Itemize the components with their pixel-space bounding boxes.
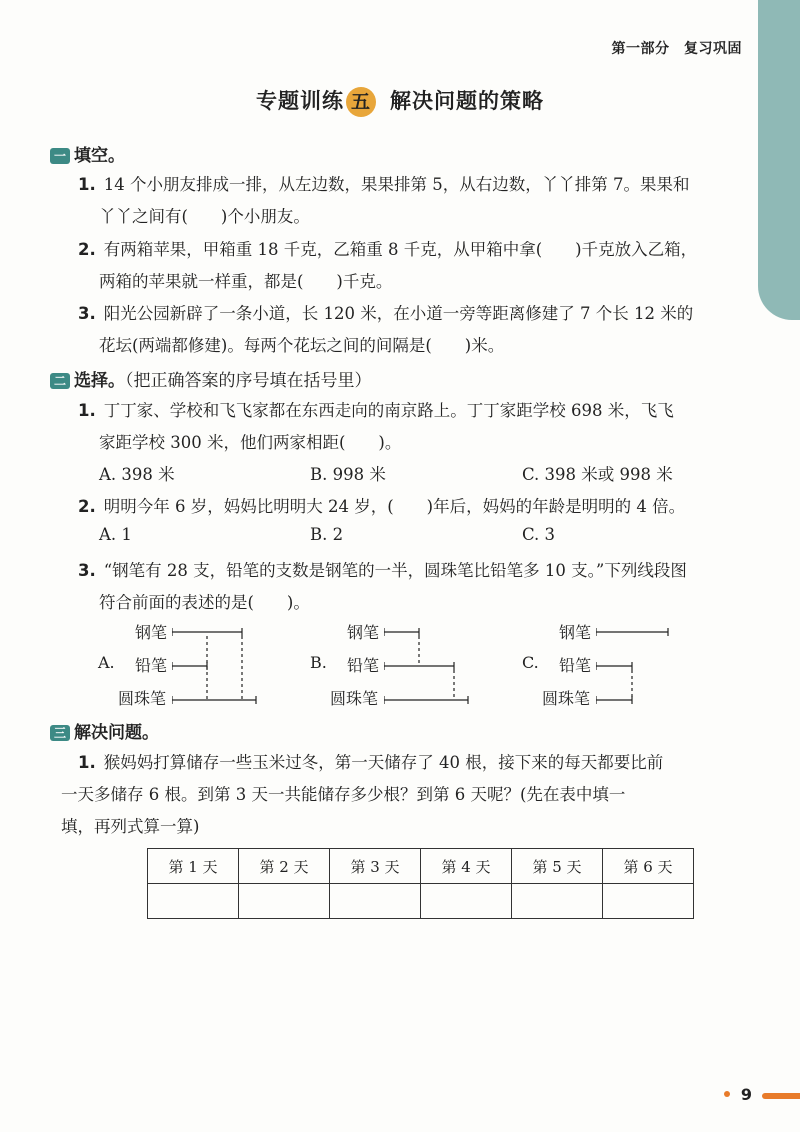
title-suffix: 解决问题的策略	[390, 89, 544, 113]
label-pen: 钢笔	[347, 623, 380, 642]
table-header-cell: 第 6 天	[603, 849, 694, 884]
option-c-label: C.	[522, 653, 539, 672]
page-number: 9	[740, 1085, 752, 1104]
question-line	[99, 203, 310, 227]
table-header-cell: 第 5 天	[512, 849, 603, 884]
choice-option: C. 3	[522, 525, 556, 544]
answer-cell[interactable]	[421, 884, 512, 919]
choice-option: A. 398 米	[99, 465, 175, 484]
table-header-cell: 第 3 天	[330, 849, 421, 884]
question-text: 一天多储存 6 根。到第 3 天一共能储存多少根？到第 6 天呢？(先在表中填一	[61, 785, 626, 804]
choice-option: B. 998 米	[310, 465, 386, 484]
option-a-label: A.	[98, 653, 115, 672]
section-note: （把正确答案的序号填在括号里）	[125, 371, 372, 391]
question-number: 1.	[78, 175, 96, 194]
question-line	[61, 781, 625, 805]
section-choice	[50, 366, 372, 391]
diagram-b	[384, 618, 479, 708]
question-text: 符合前面的表述的是( )。	[99, 593, 310, 612]
question-line	[78, 557, 687, 581]
question-text: 家距学校 300 米，他们两家相距( )。	[99, 433, 402, 452]
question-line	[78, 397, 674, 421]
table-header-cell: 第 1 天	[148, 849, 239, 884]
section-label: 选择。	[74, 371, 125, 391]
label-pen: 钢笔	[559, 623, 592, 642]
choice-option: A. 1	[99, 525, 132, 544]
question-text: 两箱的苹果就一样重，都是( )千克。	[99, 272, 393, 291]
table-header-cell: 第 4 天	[421, 849, 512, 884]
question-line	[78, 749, 663, 773]
answer-cell[interactable]	[603, 884, 694, 919]
question-line	[78, 171, 689, 195]
label-ballpen: 圆珠笔	[330, 689, 379, 708]
answer-cell[interactable]	[330, 884, 421, 919]
choice-option: B. 2	[310, 525, 344, 544]
question-number: 3.	[78, 304, 96, 323]
question-text: 丫丫之间有( )个小朋友。	[99, 207, 310, 226]
question-number: 2.	[78, 240, 96, 259]
section-fill	[50, 141, 125, 166]
section-badge: 二	[50, 373, 70, 389]
label-pencil: 铅笔	[347, 656, 380, 675]
label-ballpen: 圆珠笔	[542, 689, 591, 708]
label-pencil: 铅笔	[135, 656, 168, 675]
section-label: 解决问题。	[74, 723, 159, 743]
question-line	[99, 268, 392, 292]
question-line	[78, 300, 693, 324]
diagram-a	[172, 618, 267, 708]
question-line	[78, 493, 685, 517]
question-text: 填，再列式算一算)	[61, 817, 200, 836]
question-line	[99, 332, 504, 356]
question-text: 丁丁家、学校和飞飞家都在东西走向的南京路上。丁丁家距学校 698 米，飞飞	[103, 401, 674, 420]
table-header-cell: 第 2 天	[239, 849, 330, 884]
question-text: 14 个小朋友排成一排，从左边数，果果排第 5，从右边数，丫丫排第 7。果果和	[103, 175, 690, 194]
section-badge: 一	[50, 148, 70, 164]
answer-cell[interactable]	[148, 884, 239, 919]
answer-cell[interactable]	[239, 884, 330, 919]
section-header: 第一部分 复习巩固	[611, 41, 742, 57]
section-badge: 三	[50, 725, 70, 741]
question-text: 明明今年 6 岁，妈妈比明明大 24 岁，( )年后，妈妈的年龄是明明的 4 倍。	[103, 497, 686, 516]
question-number: 2.	[78, 497, 96, 516]
section-solve	[50, 718, 159, 743]
choice-option: C. 398 米或 998 米	[522, 465, 673, 484]
page-dot	[724, 1091, 730, 1097]
question-text: 阳光公园新辟了一条小道，长 120 米，在小道一旁等距离修建了 7 个长 12 米的	[103, 304, 694, 323]
question-text: 花坛(两端都修建)。每两个花坛之间的间隔是( )米。	[99, 336, 505, 355]
label-pencil: 铅笔	[559, 656, 592, 675]
diagram-c	[596, 618, 691, 708]
question-number: 1.	[78, 753, 96, 772]
section-label: 填空。	[74, 146, 125, 166]
page-title	[0, 85, 800, 117]
question-line	[99, 429, 401, 453]
title-prefix: 专题训练	[256, 89, 344, 113]
label-pen: 钢笔	[135, 623, 168, 642]
question-text: 有两箱苹果，甲箱重 18 千克，乙箱重 8 千克，从甲箱中拿( )千克放入乙箱，	[103, 240, 698, 259]
answer-cell[interactable]	[512, 884, 603, 919]
label-ballpen: 圆珠笔	[118, 689, 167, 708]
question-line	[78, 236, 697, 260]
side-tab	[758, 0, 800, 320]
question-text: “钢笔有 28 支，铅笔的支数是钢笔的一半，圆珠笔比铅笔多 10 支。”下列线段图	[103, 561, 687, 580]
question-line	[99, 589, 310, 613]
table-answer-row	[148, 884, 694, 919]
table-header-row	[148, 849, 694, 884]
question-text: 猴妈妈打算储存一些玉米过冬，第一天储存了 40 根，接下来的每天都要比前	[103, 753, 664, 772]
answer-table	[147, 848, 694, 919]
page-bar	[762, 1093, 800, 1099]
question-number: 1.	[78, 401, 96, 420]
question-line	[61, 813, 199, 837]
question-number: 3.	[78, 561, 96, 580]
title-number-badge: 五	[346, 87, 376, 117]
option-b-label: B.	[310, 653, 327, 672]
